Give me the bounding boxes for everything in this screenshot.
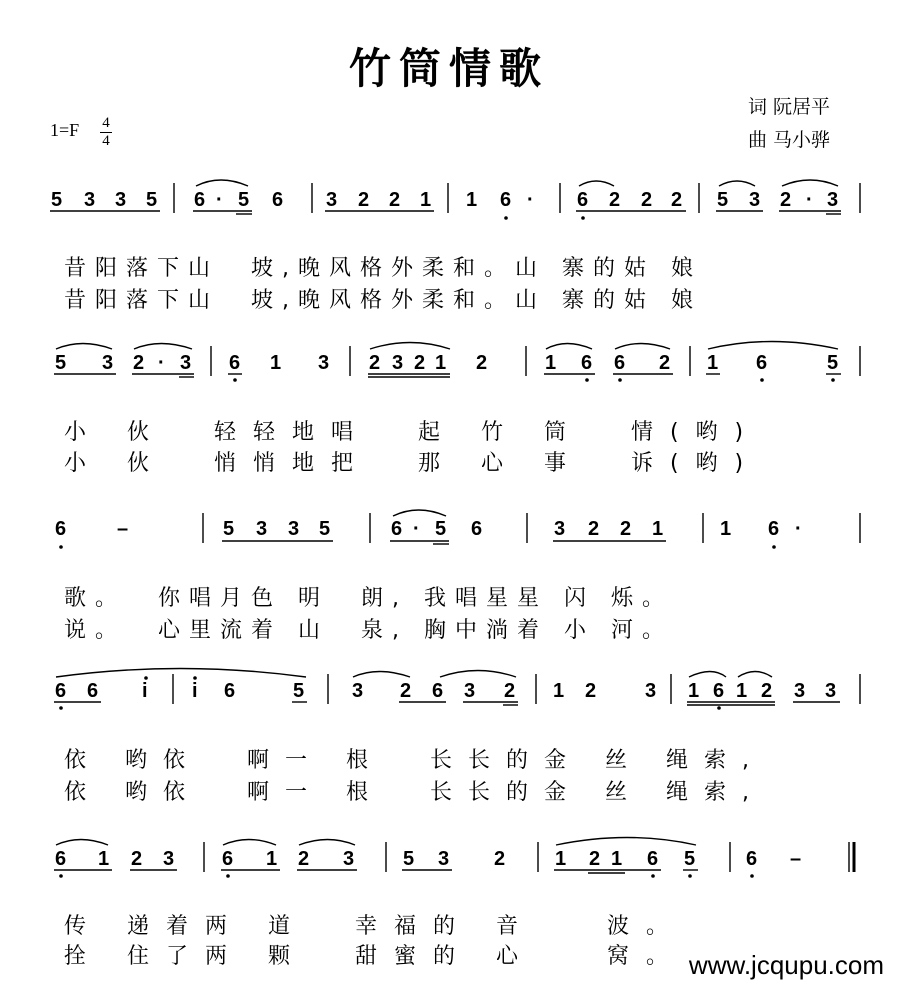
svg-text:2: 2: [761, 680, 773, 702]
svg-text:2: 2: [641, 189, 653, 211]
svg-text:6: 6: [471, 518, 483, 540]
lyric-line: 说。 心里流着 山 泉, 胸中淌着 小 河。: [64, 618, 673, 643]
svg-text:6: 6: [713, 680, 725, 702]
svg-text:3: 3: [352, 680, 364, 702]
row-1-dots: [504, 216, 585, 220]
row-2-lines: [54, 342, 860, 378]
lyric-line: 小 伙 悄悄地把 那 心 事 诉(哟): [64, 451, 761, 476]
svg-text:6: 6: [55, 518, 67, 540]
svg-text:6: 6: [229, 352, 241, 374]
lyric-line: 昔阳落下山 坡,晚风格外柔和。山 寨的姑 娘: [64, 256, 702, 281]
svg-text:3: 3: [794, 680, 806, 702]
svg-text:1: 1: [545, 352, 557, 374]
svg-text:·: ·: [413, 518, 420, 540]
row-1-lyrics-2: [50, 258, 702, 314]
svg-text:6: 6: [55, 680, 67, 702]
svg-text:6: 6: [581, 352, 593, 374]
svg-text:6: 6: [222, 848, 234, 870]
svg-text:3: 3: [343, 848, 355, 870]
lyric-line: 依 哟依 啊一 根 长长的金 丝 绳索,: [64, 780, 765, 805]
svg-text:5: 5: [51, 189, 63, 211]
svg-text:5: 5: [717, 189, 729, 211]
svg-text:6: 6: [432, 680, 444, 702]
svg-text:2: 2: [588, 518, 600, 540]
svg-text:1: 1: [611, 848, 623, 870]
svg-text:–: –: [790, 848, 802, 870]
svg-text:3: 3: [163, 848, 175, 870]
svg-text:6: 6: [272, 189, 284, 211]
svg-text:3: 3: [115, 189, 127, 211]
svg-text:·: ·: [216, 189, 223, 211]
svg-text:3: 3: [102, 352, 114, 374]
svg-text:2: 2: [389, 189, 401, 211]
composer-credit: 曲 马小骅: [748, 129, 831, 151]
svg-text:2: 2: [585, 680, 597, 702]
svg-text:2: 2: [133, 352, 145, 374]
svg-text:2: 2: [298, 848, 310, 870]
svg-text:1: 1: [466, 189, 478, 211]
svg-text:2: 2: [494, 848, 506, 870]
svg-text:3: 3: [392, 352, 404, 374]
svg-text:3: 3: [256, 518, 268, 540]
svg-text:3: 3: [645, 680, 657, 702]
row-1-notes: [51, 189, 838, 211]
time-denominator: 4: [102, 133, 110, 149]
svg-text:1: 1: [736, 680, 748, 702]
svg-text:6: 6: [87, 680, 99, 702]
row-2-notes: [55, 352, 838, 374]
svg-text:6: 6: [194, 189, 206, 211]
row-3-lines: [203, 510, 860, 544]
svg-text:i: i: [192, 680, 198, 702]
svg-text:2: 2: [400, 680, 412, 702]
svg-text:3: 3: [318, 352, 330, 374]
svg-text:1: 1: [707, 352, 719, 374]
key-signature: 1=F: [50, 120, 80, 140]
svg-text:5: 5: [319, 518, 331, 540]
svg-text:3: 3: [84, 189, 96, 211]
svg-text:i: i: [142, 680, 148, 702]
svg-text:2: 2: [131, 848, 143, 870]
svg-text:1: 1: [688, 680, 700, 702]
svg-text:1: 1: [435, 352, 447, 374]
row-5-dots: [59, 874, 754, 878]
svg-text:2: 2: [504, 680, 516, 702]
svg-text:2: 2: [780, 189, 792, 211]
svg-text:6: 6: [55, 848, 67, 870]
svg-text:·: ·: [795, 518, 802, 540]
lyric-line: 传 递着两 道 幸福的 音 波。: [64, 914, 685, 939]
svg-text:3: 3: [180, 352, 192, 374]
svg-text:1: 1: [270, 352, 282, 374]
svg-text:5: 5: [827, 352, 839, 374]
svg-text:1: 1: [98, 848, 110, 870]
svg-text:2: 2: [414, 352, 426, 374]
svg-text:5: 5: [435, 518, 447, 540]
lyric-line: 小 伙 轻轻地唱 起 竹 筒 情(哟): [64, 420, 761, 445]
row-3-lyrics-2: [50, 588, 673, 644]
row-3-notes: [55, 518, 802, 540]
row-2-lyrics-2: [50, 421, 760, 477]
svg-text:1: 1: [555, 848, 567, 870]
svg-text:1: 1: [266, 848, 278, 870]
svg-text:3: 3: [749, 189, 761, 211]
svg-text:1: 1: [553, 680, 565, 702]
svg-text:3: 3: [464, 680, 476, 702]
svg-text:5: 5: [146, 189, 158, 211]
svg-text:5: 5: [223, 518, 235, 540]
svg-text:5: 5: [403, 848, 415, 870]
svg-text:6: 6: [391, 518, 403, 540]
lyric-line: 拴 住了两 颗 甜蜜的 心 窝。: [64, 944, 685, 969]
time-numerator: 4: [102, 115, 110, 131]
svg-text:·: ·: [806, 189, 813, 211]
row-5-notes: [55, 848, 801, 870]
svg-text:6: 6: [756, 352, 768, 374]
svg-text:1: 1: [420, 189, 432, 211]
svg-text:·: ·: [158, 352, 165, 374]
svg-text:1: 1: [720, 518, 732, 540]
svg-text:5: 5: [238, 189, 250, 211]
svg-text:·: ·: [527, 189, 534, 211]
svg-text:6: 6: [647, 848, 659, 870]
svg-text:3: 3: [326, 189, 338, 211]
svg-text:6: 6: [577, 189, 589, 211]
svg-text:2: 2: [671, 189, 683, 211]
svg-text:6: 6: [224, 680, 236, 702]
svg-text:2: 2: [358, 189, 370, 211]
row-4-lyrics-2: [50, 750, 765, 806]
svg-text:5: 5: [55, 352, 67, 374]
website-watermark: www.jcqupu.com: [688, 950, 884, 980]
svg-text:2: 2: [659, 352, 671, 374]
svg-text:5: 5: [684, 848, 696, 870]
svg-text:6: 6: [746, 848, 758, 870]
svg-text:3: 3: [554, 518, 566, 540]
svg-text:3: 3: [827, 189, 839, 211]
row-4-dots: [59, 676, 721, 710]
svg-text:6: 6: [768, 518, 780, 540]
row-1-lines: [50, 180, 860, 214]
svg-text:1: 1: [652, 518, 664, 540]
lyric-line: 歌。 你唱月色 明 朗, 我唱星星 闪 烁。: [64, 586, 673, 611]
svg-text:3: 3: [825, 680, 837, 702]
row-5-lyrics-2: [50, 914, 685, 970]
row-2-dots: [233, 378, 835, 382]
svg-text:2: 2: [620, 518, 632, 540]
svg-text:5: 5: [293, 680, 305, 702]
lyric-line: 依 哟依 啊一 根 长长的金 丝 绳索,: [64, 748, 765, 773]
row-1-notation: [0, 0, 1, 1]
svg-text:2: 2: [369, 352, 381, 374]
lyric-line: 昔阳落下山 坡,晚风格外柔和。山 寨的姑 娘: [64, 288, 702, 313]
svg-text:–: –: [117, 518, 129, 540]
svg-text:6: 6: [614, 352, 626, 374]
lyricist-credit: 词 阮居平: [748, 96, 831, 118]
svg-text:2: 2: [609, 189, 621, 211]
svg-text:2: 2: [476, 352, 488, 374]
song-title: 竹筒情歌: [348, 44, 549, 93]
svg-text:6: 6: [500, 189, 512, 211]
row-3-dots: [59, 545, 776, 549]
svg-text:2: 2: [589, 848, 601, 870]
svg-text:3: 3: [438, 848, 450, 870]
svg-text:3: 3: [288, 518, 300, 540]
row-4-notes: [55, 680, 836, 702]
